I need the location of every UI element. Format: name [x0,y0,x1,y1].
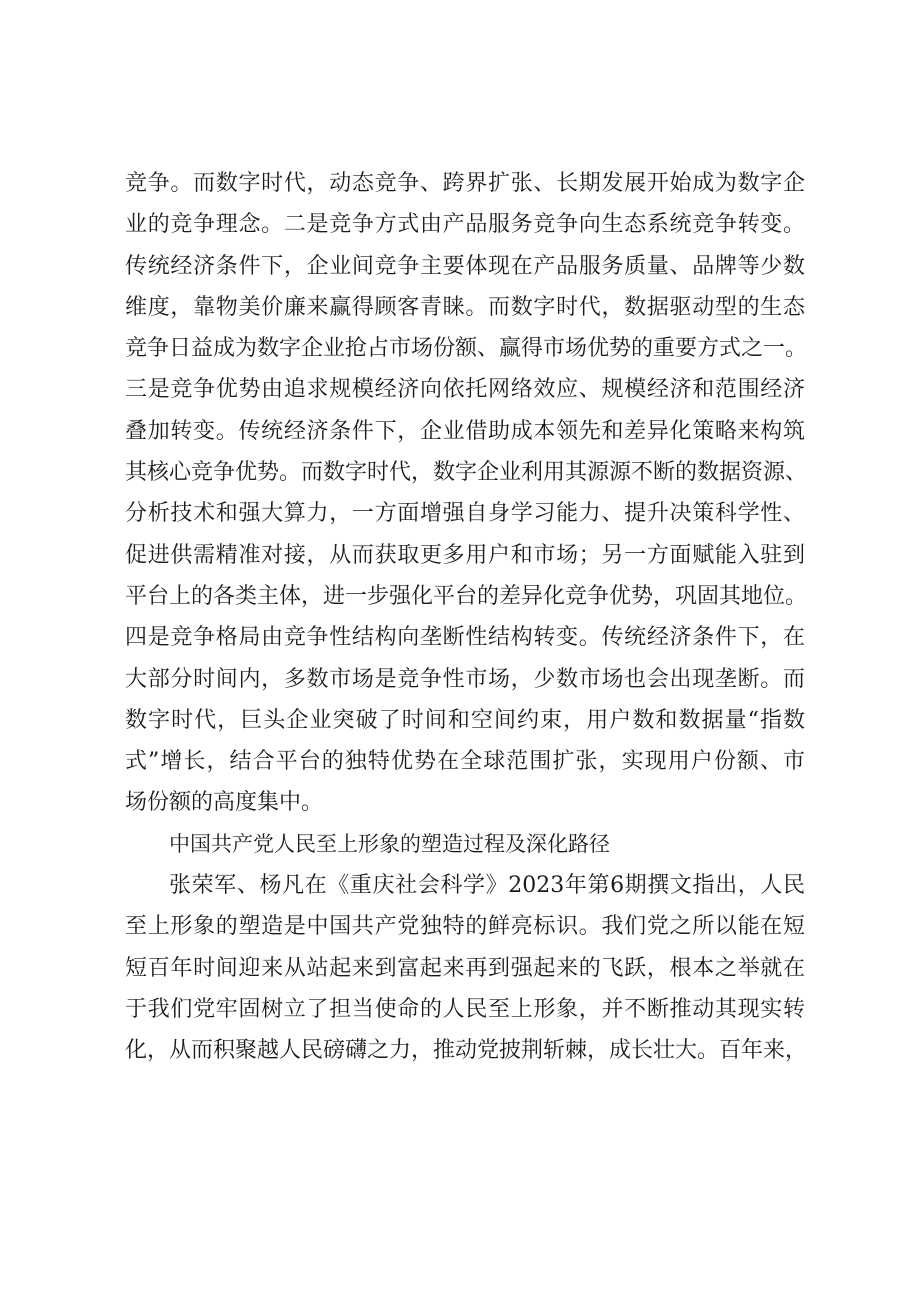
text-line: 叠加转变。传统经济条件下，企业借助成本领先和差异化策略来构筑 [125,418,805,444]
text-line: 竞争。而数字时代，动态竞争、跨界扩张、长期发展开始成为数字企 [125,171,805,196]
section-heading: 中国共产党人民至上形象的塑造过程及深化路径 [169,831,610,856]
text-line: 维度，靠物美价廉来赢得顾客青睐。而数字时代，数据驱动型的生态 [125,294,805,320]
paragraph-party-image [125,865,808,1071]
text-line: 大部分时间内，多数市场是竞争性市场，少数市场也会出现垄断。而 [125,666,805,692]
text-line: 促进供需精准对接，从而获取更多用户和市场；另一方面赋能入驻到 [125,542,805,568]
text-line: 分析技术和强大算力，一方面增强自身学习能力、提升决策科学性、 [125,501,805,527]
text-line: 式”增长，结合平台的独特优势在全球范围扩张，实现用户份额、市 [125,749,805,775]
document-body [125,163,808,1072]
text-line: 张荣军、杨凡在《重庆社会科学》2023年第6期撰文指出，人民 [169,873,805,899]
text-line: 其核心竞争优势。而数字时代，数字企业利用其源源不断的数据资源、 [125,460,808,486]
text-line: 至上形象的塑造是中国共产党独特的鲜亮标识。我们党之所以能在短 [125,914,805,940]
text-line: 业的竞争理念。二是竞争方式由产品服务竞争向生态系统竞争转变。 [125,212,805,238]
text-line: 平台上的各类主体，进一步强化平台的差异化竞争优势，巩固其地位。 [125,583,808,609]
text-line: 短百年时间迎来从站起来到富起来再到强起来的飞跃，根本之举就在 [125,955,805,981]
text-line: 竞争日益成为数字企业抢占市场份额、赢得市场优势的重要方式之一。 [125,336,808,362]
text-line: 四是竞争格局由竞争性结构向垄断性结构转变。传统经济条件下，在 [125,625,805,651]
text-line: 传统经济条件下，企业间竞争主要体现在产品服务质量、品牌等少数 [125,253,805,279]
text-line: 数字时代，巨头企业突破了时间和空间约束，用户数和数据量“指数 [125,707,805,733]
text-line: 于我们党牢固树立了担当使命的人民至上形象，并不断推动其现实转 [125,996,805,1022]
text-line: 三是竞争优势由追求规模经济向依托网络效应、规模经济和范围经济 [125,377,805,403]
text-line: 化，从而积聚越人民磅礴之力，推动党披荆斩棘，成长壮大。百年来， [125,1038,808,1064]
paragraph-digital-competition [125,163,808,824]
text-line: 场份额的高度集中。 [125,790,324,816]
